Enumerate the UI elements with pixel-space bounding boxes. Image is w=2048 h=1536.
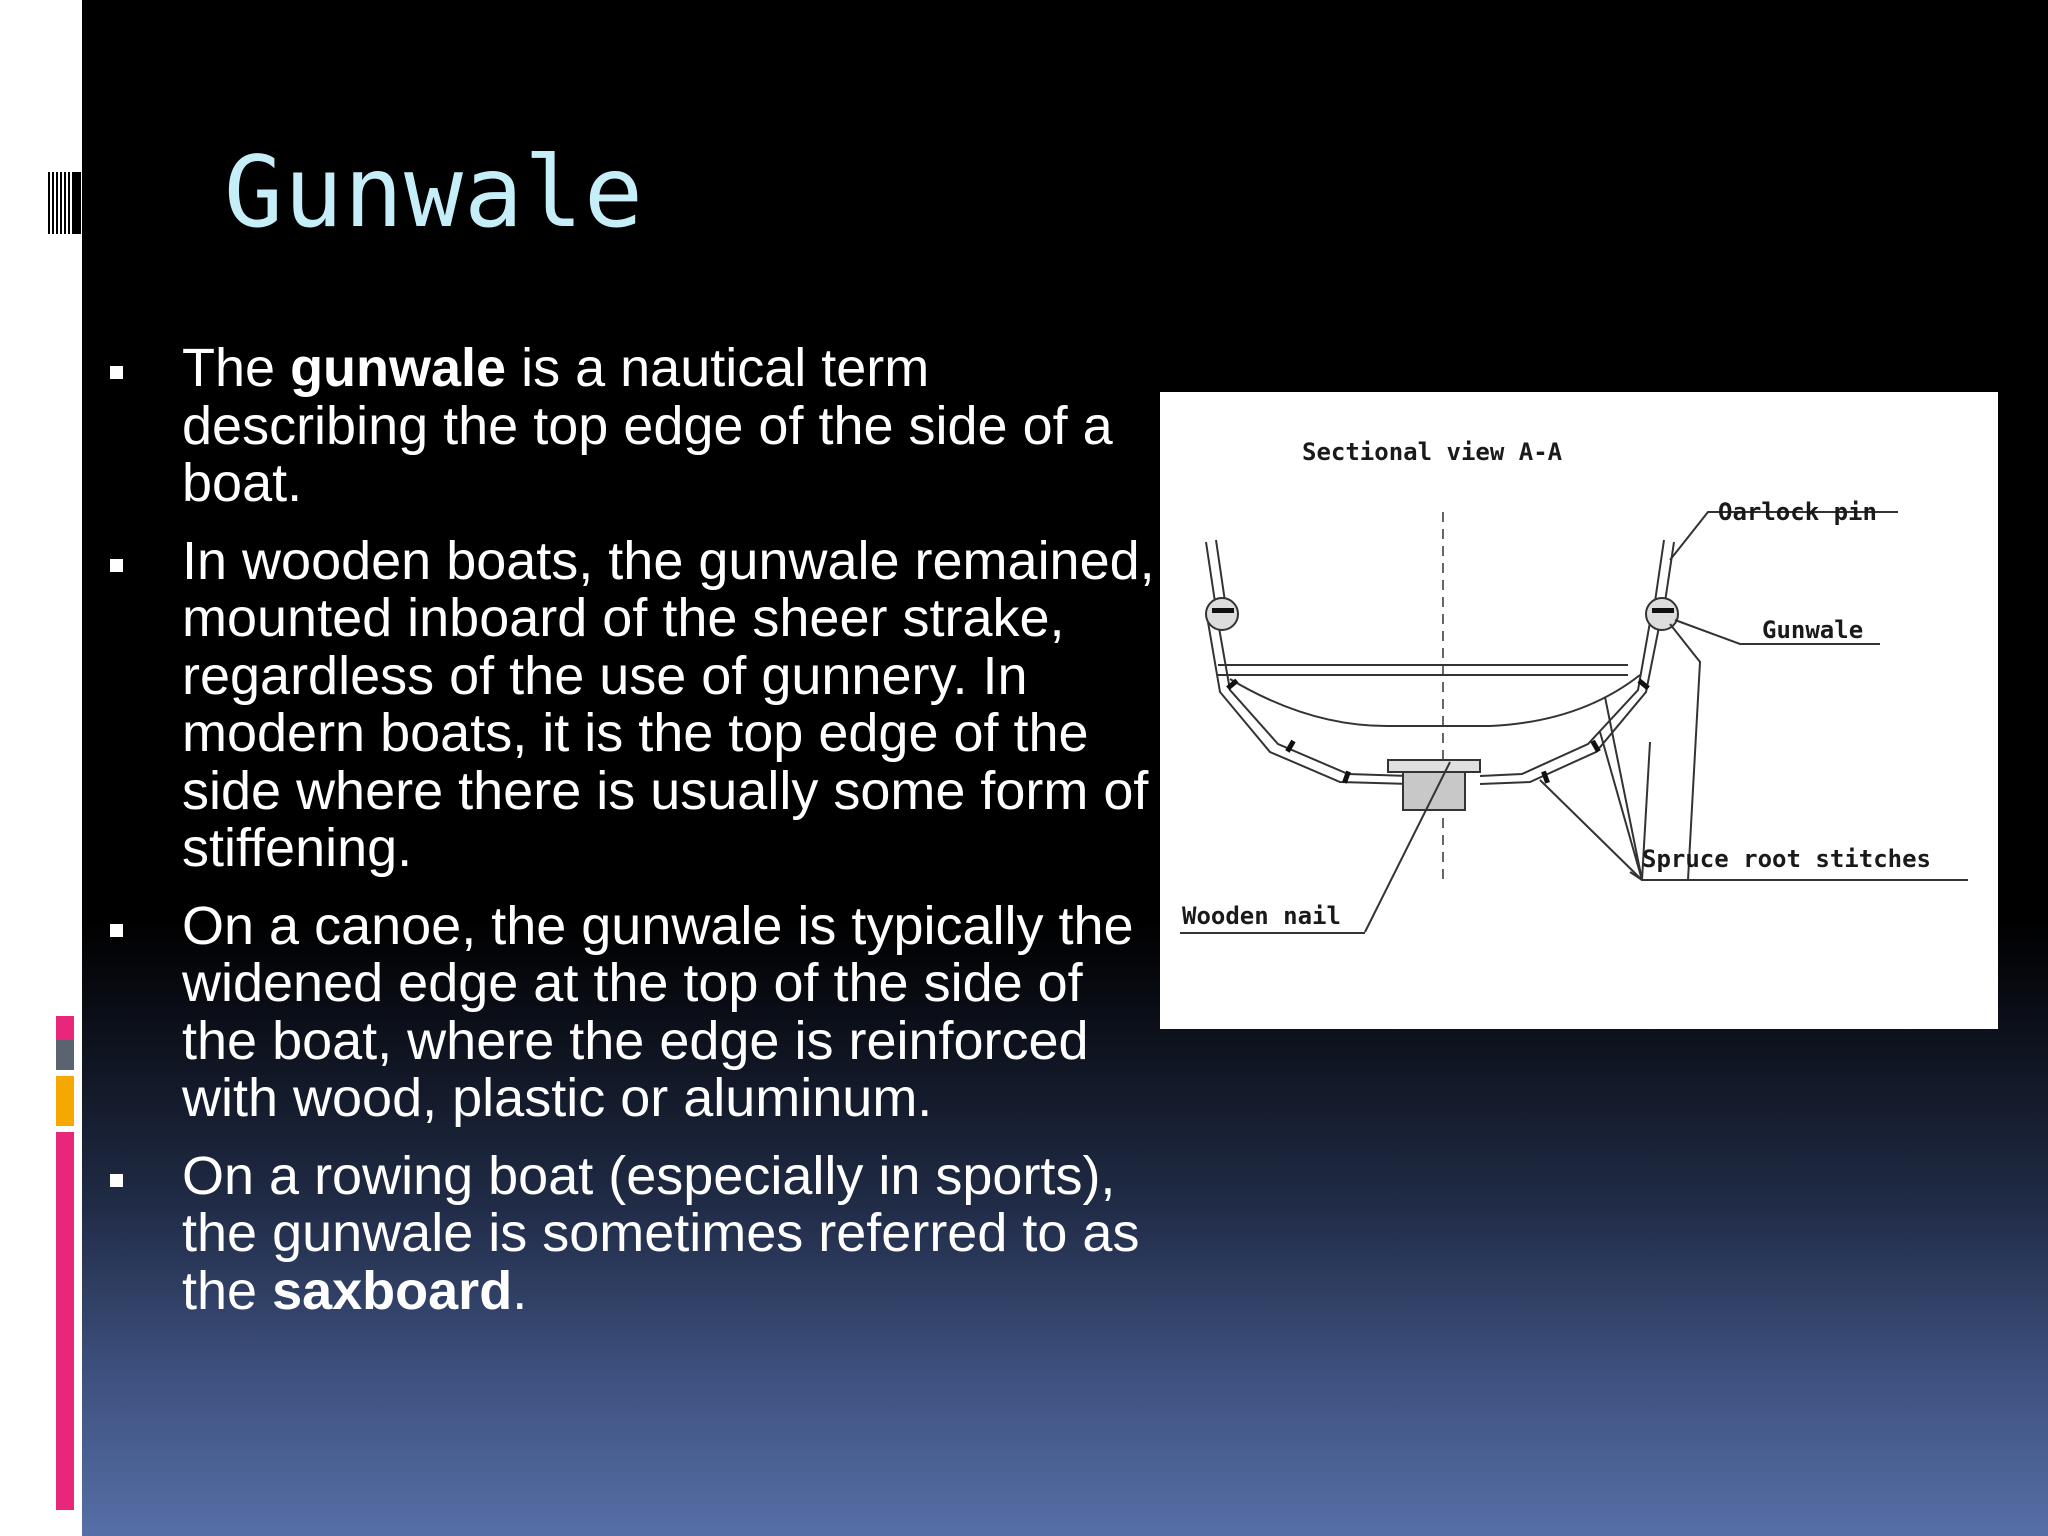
slide-title: Gunwale (224, 136, 645, 250)
bullet-square-icon (110, 1174, 123, 1187)
bullet-text: is a nautical term describing the top edge of the side of a boat. (182, 338, 1113, 513)
bullet-text: In wooden boats, the gunwale remained, mounted inboard of the sheer strake, regardless of the use of gunnery. In modern boats, it is the top edge of the side where there is usually some form of stiffening. (182, 530, 1155, 878)
bullet-bold-term: saxboard (272, 1260, 513, 1321)
bullet-square-icon (110, 924, 123, 937)
gunwale-section-diagram (1160, 392, 1998, 1029)
bullet-text: On a canoe, the gunwale is typically the widened edge at the top of the side of the boat, where the edge is reinforced with wood, plastic or aluminum. (182, 895, 1134, 1128)
bullet-item (104, 1145, 1164, 1321)
bullet-item (104, 340, 1164, 513)
bullet-bold-term: gunwale (290, 338, 507, 398)
bullet-list (104, 340, 1164, 1340)
left-sidebar-strip (0, 0, 82, 1536)
bullet-square-icon (110, 559, 123, 572)
accent-bar-magenta-top (56, 1016, 74, 1040)
bullet-square-icon (110, 366, 123, 379)
accent-bar-gray (56, 1040, 74, 1070)
bullet-text: The (182, 338, 291, 398)
bullet-item (104, 530, 1164, 878)
bullet-text: On a rowing boat (especially in sports), the gunwale is sometimes referred to as the (182, 1145, 1140, 1321)
accent-bar-magenta (56, 1132, 74, 1510)
decorative-stripes (48, 172, 81, 234)
diagram-caption: Sectional view A-A (1302, 438, 1563, 466)
bullet-item (104, 895, 1164, 1128)
label-spruce-root-stitches: Spruce root stitches (1642, 845, 1931, 873)
label-wooden-nail: Wooden nail (1182, 902, 1341, 930)
bullet-text: . (512, 1260, 528, 1321)
label-oarlock-pin: Oarlock pin (1718, 498, 1877, 526)
accent-bar-orange (56, 1076, 74, 1126)
label-gunwale: Gunwale (1762, 616, 1864, 644)
